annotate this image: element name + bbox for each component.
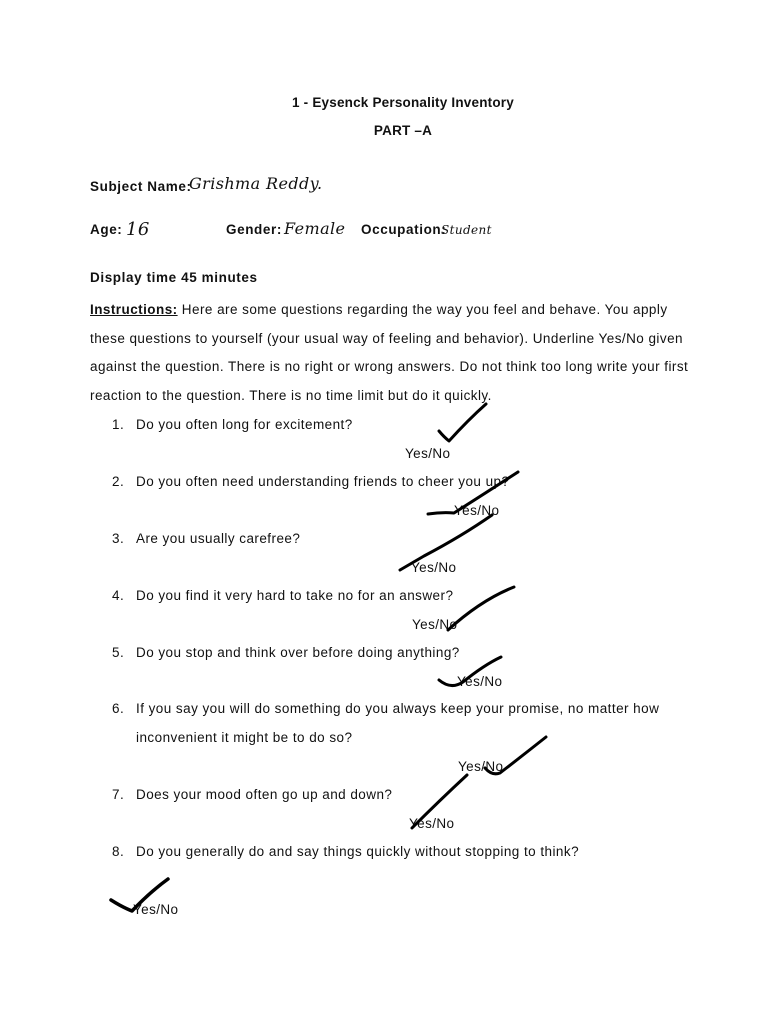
question-2 <box>112 467 672 496</box>
answer-yes-no-7[interactable]: Yes/No <box>409 816 455 831</box>
part-heading: PART –A <box>373 123 433 138</box>
question-text: If you say you will do something do you always keep your promise, no matter how <box>136 701 660 716</box>
question-5 <box>112 638 672 667</box>
instructions-text: Here are some questions regarding the way you feel and behave. You apply these questions to yourself (your usual way of feeling and behavior). Underline Yes/No given against the question. There is no right or wrong answers. Do not think too long write your first reaction to the question. There is no time limit but do it quickly. <box>90 302 689 403</box>
answer-yes-no-1[interactable]: Yes/No <box>405 446 451 461</box>
question-text-continued: inconvenient it might be to do so? <box>136 730 353 745</box>
answer-yes-no-5[interactable]: Yes/No <box>457 674 503 689</box>
question-text: Do you find it very hard to take no for an answer? <box>136 588 454 603</box>
question-text: Do you stop and think over before doing anything? <box>136 645 460 660</box>
answer-yes-no-6[interactable]: Yes/No <box>458 759 504 774</box>
subject-name-value: Grishma Reddy. <box>189 174 323 193</box>
question-text: Do you often long for excitement? <box>136 417 353 432</box>
question-number: 5. <box>112 645 125 660</box>
question-text: Do you often need understanding friends to cheer you up? <box>136 474 510 489</box>
question-6 <box>112 694 672 752</box>
question-number: 8. <box>112 844 125 859</box>
question-number: 3. <box>112 531 125 546</box>
answer-yes-no-8[interactable]: Yes/No <box>133 902 179 917</box>
question-number: 7. <box>112 787 125 802</box>
document-title: 1 - Eysenck Personality Inventory <box>292 95 514 110</box>
question-7 <box>112 780 672 809</box>
answer-yes-no-2[interactable]: Yes/No <box>454 503 500 518</box>
age-label: Age: <box>90 222 123 237</box>
question-number: 6. <box>112 701 125 716</box>
question-text: Do you generally do and say things quickly without stopping to think? <box>136 844 580 859</box>
question-1 <box>112 410 672 439</box>
gender-label: Gender: <box>226 222 282 237</box>
answer-yes-no-3[interactable]: Yes/No <box>411 560 457 575</box>
instructions-paragraph <box>90 296 690 410</box>
question-8 <box>112 837 672 866</box>
question-number: 1. <box>112 417 125 432</box>
age-value: 16 <box>126 219 150 240</box>
occupation-label: Occupation: <box>361 222 447 237</box>
question-text: Does your mood often go up and down? <box>136 787 393 802</box>
occupation-value: Student <box>441 223 492 237</box>
answer-yes-no-4[interactable]: Yes/No <box>412 617 458 632</box>
display-time: Display time 45 minutes <box>90 270 258 285</box>
question-text: Are you usually carefree? <box>136 531 301 546</box>
question-3 <box>112 524 672 553</box>
subject-name-label: Subject Name: <box>90 179 192 194</box>
gender-value: Female <box>284 219 346 238</box>
question-number: 2. <box>112 474 125 489</box>
instructions-label: Instructions: <box>90 302 178 317</box>
question-number: 4. <box>112 588 125 603</box>
question-4 <box>112 581 672 610</box>
